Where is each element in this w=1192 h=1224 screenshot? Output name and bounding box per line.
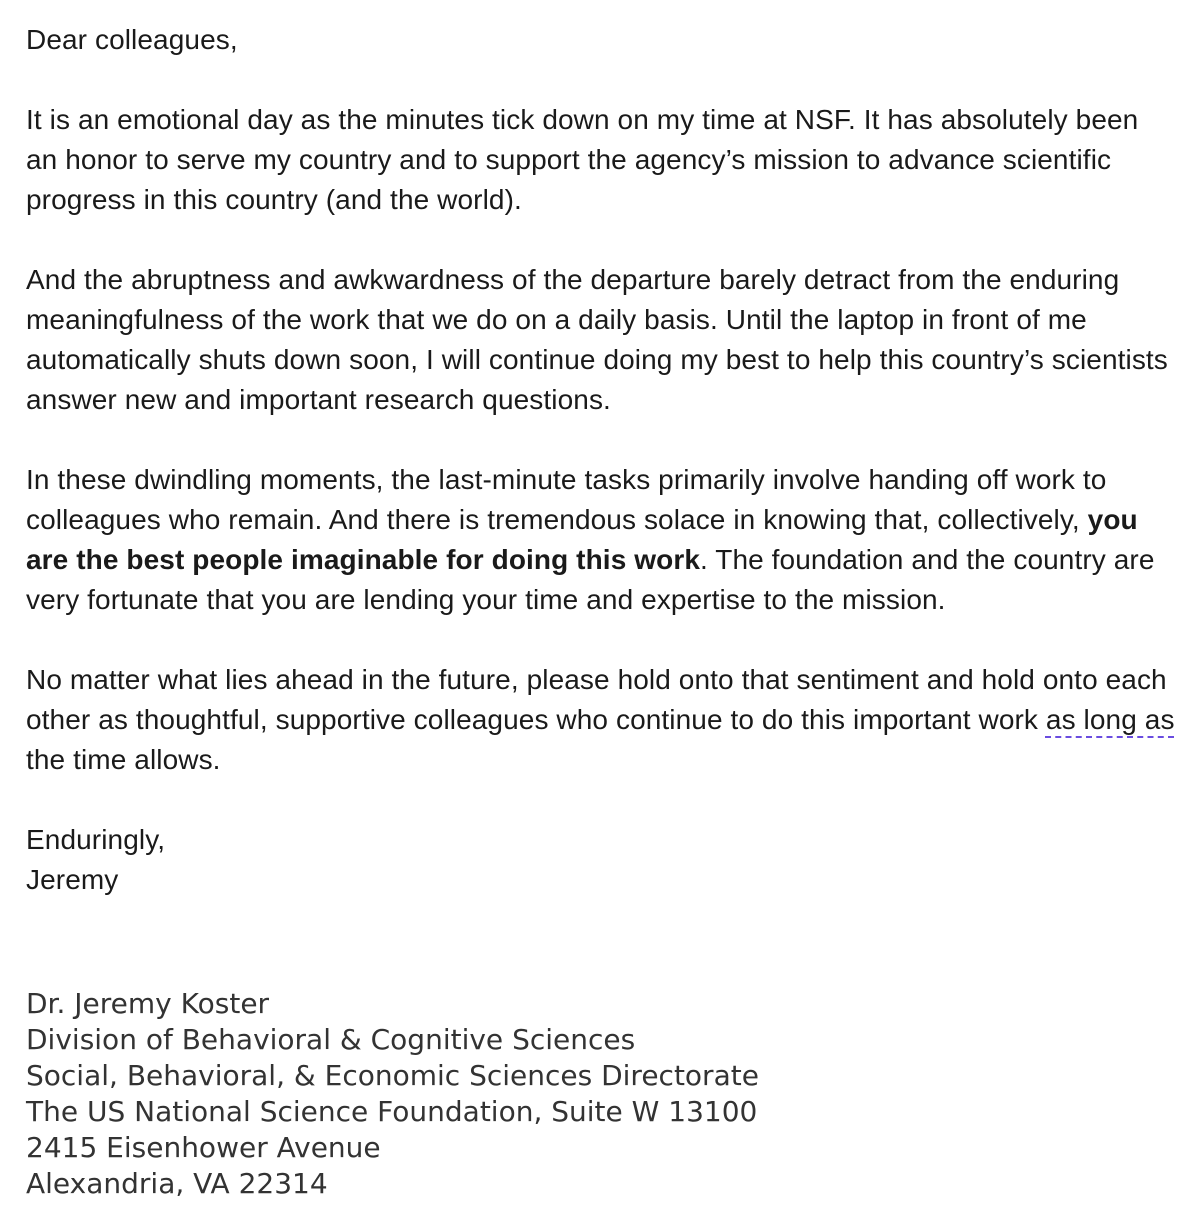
paragraph-4-after: the time allows. [26,744,221,775]
signature-city: Alexandria, VA 22314 [26,1167,328,1200]
email-signature [26,986,759,1202]
signature-division: Division of Behavioral & Cognitive Sciences [26,1023,636,1056]
sign-name: Jeremy [26,864,119,895]
closing-block [26,820,1176,900]
signature-directorate: Social, Behavioral, & Economic Sciences Directorate [26,1059,759,1092]
paragraph-3 [26,460,1176,620]
paragraph-2-text: And the abruptness and awkwardness of the departure barely detract from the enduring meaningfulness of the work that we do on a daily basis. Until the laptop in front of me automatically shuts down soon, I will continue doing my best to help this country’s scientists answer new and important research questions. [26,264,1168,415]
paragraph-1 [26,100,1176,220]
paragraph-1-text: It is an emotional day as the minutes tick down on my time at NSF. It has absolutely been an honor to serve my country and to support the agency’s mission to advance scientific progress in this country (and the world). [26,104,1139,215]
greeting [26,20,1176,60]
paragraph-2 [26,260,1176,420]
paragraph-3-after: . The foundation and the country are very fortunate that you are lending your time and expertise to the mission. [26,544,1155,615]
signature-street: 2415 Eisenhower Avenue [26,1131,381,1164]
paragraph-4 [26,660,1176,780]
closing-text: Enduringly, [26,824,166,855]
greeting-text: Dear colleagues, [26,24,238,55]
signature-organization: The US National Science Foundation, Suite W 13100 [26,1095,758,1128]
signature-name: Dr. Jeremy Koster [26,987,270,1020]
grammar-suggestion-underline[interactable]: as long as [1045,704,1175,735]
paragraph-3-bold: you are the best people imaginable for doing this work [26,504,1138,575]
paragraph-3-before: In these dwindling moments, the last-minute tasks primarily involve handing off work to colleagues who remain. And there is tremendous solace in knowing that, collectively, [26,464,1107,535]
paragraph-4-before: No matter what lies ahead in the future, please hold onto that sentiment and hold onto each other as thoughtful, supportive colleagues who continue to do this important work [26,664,1167,735]
email-body [26,20,1176,900]
